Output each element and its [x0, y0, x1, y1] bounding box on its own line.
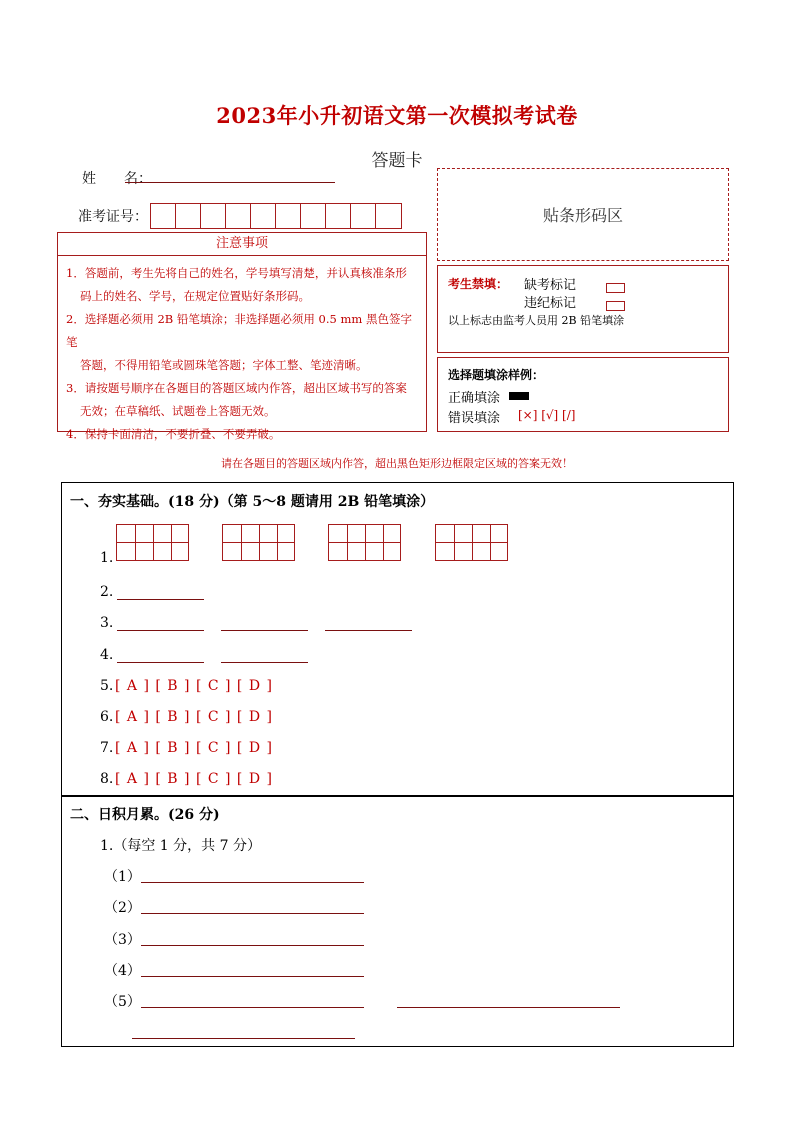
forbidden-note: 以上标志由监考人员用 2B 铅笔填涂	[448, 314, 625, 327]
wrong-fill-label: 错误填涂	[448, 411, 501, 426]
ticket-digit-box[interactable]	[201, 204, 226, 228]
notice-item: 3．请按题号顺序在各题目的答题区域内作答，超出区域书写的答案	[66, 381, 407, 395]
answer-blank[interactable]	[141, 976, 364, 977]
notice-item: 码上的姓名、学号，在规定位置贴好条形码。	[80, 289, 310, 303]
pinyin-grid[interactable]	[328, 524, 401, 561]
ticket-number-boxes[interactable]	[150, 203, 402, 229]
q4-label: 4.	[100, 647, 114, 663]
name-field[interactable]	[125, 182, 335, 183]
correct-fill-label: 正确填涂	[448, 391, 501, 406]
fill-sample-label: 选择题填涂样例：	[448, 368, 545, 382]
notice-item: 1．答题前，考生先将自己的姓名，学号填写清楚，并认真核准条形	[66, 266, 407, 280]
answer-blank[interactable]	[397, 1007, 620, 1008]
ticket-digit-box[interactable]	[326, 204, 351, 228]
ticket-label: 准考证号：	[78, 209, 148, 225]
barcode-area	[437, 168, 729, 261]
barcode-area-label: 贴条形码区	[542, 206, 623, 225]
choice-options[interactable]: [ A ] [ B ] [ C ] [ D ]	[115, 678, 273, 694]
ticket-digit-box[interactable]	[151, 204, 176, 228]
blank-number: （3）	[104, 932, 141, 948]
blank-number: （1）	[104, 869, 141, 885]
section2-box	[61, 795, 734, 1047]
notice-item: 4．保持卡面清洁，不要折叠、不要弄破。	[66, 427, 281, 441]
blank-number: （2）	[104, 900, 141, 916]
notice-heading: 注意事项	[58, 233, 426, 256]
name-label: 姓 名：	[82, 171, 152, 187]
choice-options[interactable]: [ A ] [ B ] [ C ] [ D ]	[115, 740, 273, 756]
q3-blank[interactable]	[117, 630, 204, 631]
wrong-fill-samples: [×] [√] [/]	[518, 408, 576, 422]
q3-label: 3.	[100, 615, 114, 631]
page-title: 2023年小升初语文第一次模拟考试卷	[216, 103, 578, 128]
notice-item: 答题，不得用铅笔或圆珠笔答题；字体工整、笔迹清晰。	[80, 358, 368, 372]
q4-blank[interactable]	[117, 662, 204, 663]
violation-mark-label: 违纪标记	[524, 296, 577, 311]
section1-title: 一、夯实基础。(18 分)（第 5～8 题请用 2B 铅笔填涂）	[70, 494, 435, 510]
examiner-only-box	[437, 265, 729, 353]
pinyin-grid[interactable]	[435, 524, 508, 561]
section2-title: 二、日积月累。(26 分)	[70, 807, 220, 823]
choice-options[interactable]: [ A ] [ B ] [ C ] [ D ]	[115, 771, 273, 787]
ticket-digit-box[interactable]	[351, 204, 376, 228]
section1-box	[61, 482, 734, 797]
absent-mark-label: 缺考标记	[524, 278, 577, 293]
page-subtitle: 答题卡	[371, 151, 423, 171]
choice-number: 6.	[100, 709, 114, 725]
forbidden-label: 考生禁填：	[448, 277, 509, 291]
choice-number: 8.	[100, 771, 114, 787]
q2-label: 2.	[100, 584, 114, 600]
ticket-digit-box[interactable]	[301, 204, 326, 228]
q3-blank[interactable]	[221, 630, 308, 631]
choice-number: 7.	[100, 740, 114, 756]
notice-box	[57, 232, 427, 441]
blank-number: （5）	[104, 994, 141, 1010]
choice-number: 5.	[100, 678, 114, 694]
correct-fill-sample	[509, 392, 529, 400]
pinyin-grid[interactable]	[222, 524, 295, 561]
blank-number: （4）	[104, 963, 141, 979]
ticket-digit-box[interactable]	[251, 204, 276, 228]
notice-item: 无效；在草稿纸、试题卷上答题无效。	[80, 404, 276, 418]
ticket-digit-box[interactable]	[276, 204, 301, 228]
answer-blank[interactable]	[141, 945, 364, 946]
q4-blank[interactable]	[221, 662, 308, 663]
choice-options[interactable]: [ A ] [ B ] [ C ] [ D ]	[115, 709, 273, 725]
answer-blank[interactable]	[141, 882, 364, 883]
q2-blank[interactable]	[117, 599, 204, 600]
ticket-digit-box[interactable]	[176, 204, 201, 228]
answer-area-warning: 请在各题目的答题区域内作答，超出黑色矩形边框限定区域的答案无效！	[221, 457, 573, 470]
q3-blank[interactable]	[325, 630, 412, 631]
absent-mark-box[interactable]	[606, 277, 625, 296]
section2-q1-label: 1.（每空 1 分，共 7 分）	[100, 838, 261, 854]
answer-blank[interactable]	[141, 1007, 364, 1008]
pinyin-grid[interactable]	[116, 524, 189, 561]
ticket-digit-box[interactable]	[376, 204, 401, 228]
q1-label: 1.	[100, 550, 114, 566]
fill-sample-box	[437, 357, 729, 432]
notice-list	[58, 256, 426, 446]
answer-blank[interactable]	[141, 913, 364, 914]
answer-blank[interactable]	[132, 1038, 355, 1039]
ticket-digit-box[interactable]	[226, 204, 251, 228]
notice-item: 2．选择题必须用 2B 铅笔填涂；非选择题必须用 0.5 mm 黑色签字笔	[66, 312, 412, 349]
